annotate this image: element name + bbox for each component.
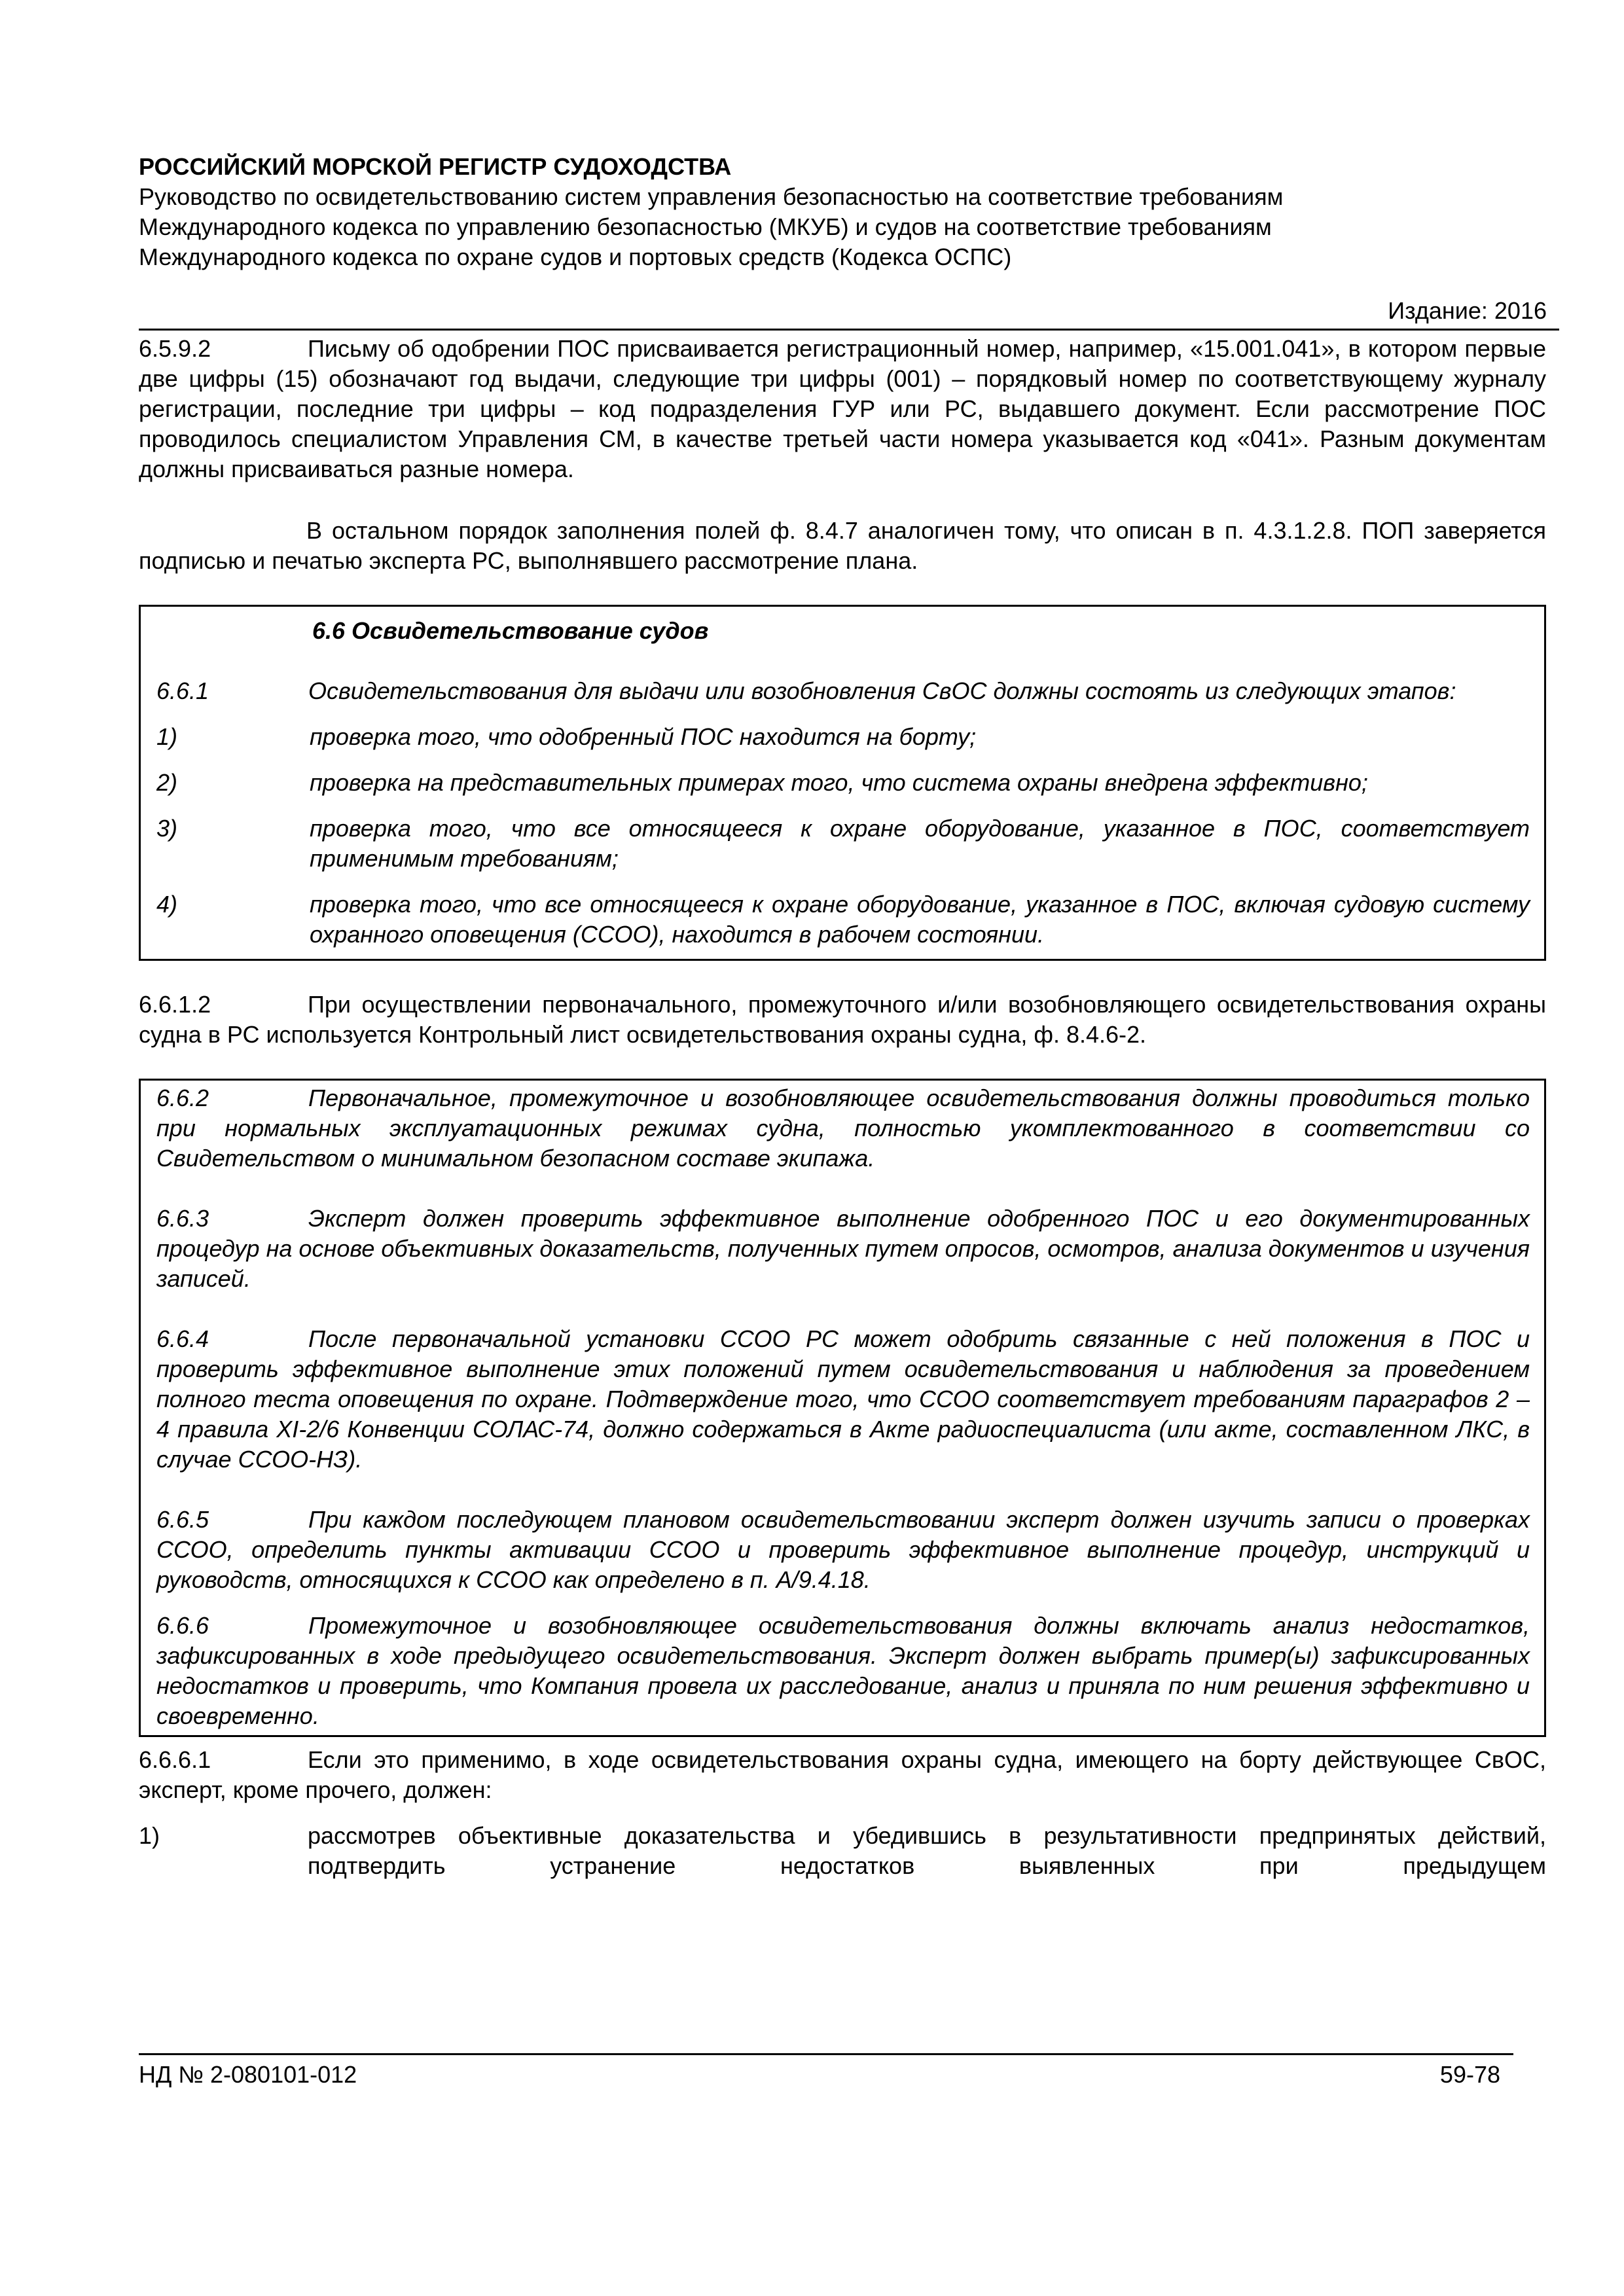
list-item [156,814,1530,874]
paragraph-6-6-1 [156,676,1530,706]
organization-name: РОССИЙСКИЙ МОРСКОЙ РЕГИСТР СУДОХОДСТВА [139,153,732,180]
highlight-box-6-6 [139,605,1546,961]
paragraph-text: Освидетельствования для выдачи или возобновления СвОС должны состоять из следующих этапов: [308,677,1456,704]
paragraph-6-6-1-2 [139,990,1546,1050]
list-item [156,768,1530,798]
paragraph-6-6-4 [156,1324,1530,1475]
paragraph-text: Если это применимо, в ходе освидетельствования охраны судна, имеющего на борту действующее СвОС, эксперт, кроме прочего, должен: [139,1746,1546,1803]
document-subtitle-line: Международного кодекса по управлению безопасностью (МКУБ) и судов на соответствие требованиям [139,213,1272,240]
paragraph-6-6-6 [156,1611,1530,1731]
list-item-number: 3) [156,815,178,842]
paragraph-text: При осуществлении первоначального, промежуточного и/или возобновляющего освидетельствования охраны судна в РС используется Контрольный лист освидетельствования охраны судна, ф. 8.4.6-2. [139,991,1546,1048]
highlight-box-6-6-2 [139,1079,1546,1737]
list-item-text: проверка того, что все относящееся к охране оборудование, указанное в ПОС, включая судовую систему охранного оповещения (ССОО), находится в рабочем состоянии. [310,891,1530,948]
page-number: 59-78 [1439,2061,1500,2088]
paragraph-number: 6.6.6 [156,1612,209,1639]
paragraph-text: При каждом последующем плановом освидетельствовании эксперт должен изучить записи о проверках ССОО, определить пункты активации ССОО и проверить эффективное выполнение процедур, инструкций и руководств, относящихся к ССОО как определено в п. А/9.4.18. [156,1506,1530,1593]
paragraph-number: 6.6.3 [156,1205,209,1232]
document-subtitle-line: Руководство по освидетельствованию систем управления безопасностью на соответствие требованиям [139,183,1284,210]
list-item-number: 4) [156,891,178,918]
header-divider [139,329,1559,331]
paragraph-6-6-6-1 [139,1745,1546,1805]
paragraph-number: 6.6.1 [156,677,209,704]
list-item-number: 1) [156,723,178,750]
paragraph-text: Письму об одобрении ПОС присваивается регистрационный номер, например, «15.001.041», в котором первые две цифры (15) обозначают год выдачи, следующие три цифры (001) – порядковый номер по соответствующему журналу регистрации, последние три цифры – код подразделения ГУР или РС, выдавшего документ. Если рассмотрение ПОС проводилось специалистом Управления СМ, в качестве третьей части номера указывается код «041». Разным документам должны присваиваться разные номера. [139,335,1546,482]
paragraph-6-5-9-2 [139,334,1546,484]
paragraph-6-6-5 [156,1505,1530,1595]
edition-label: Издание: 2016 [1388,297,1547,324]
section-title: 6.6 Освидетельствование судов [312,617,709,644]
paragraph-number: 6.6.2 [156,1085,209,1111]
paragraph-number: 6.5.9.2 [139,335,211,362]
paragraph-number: 6.6.4 [156,1325,209,1352]
list-item-number: 2) [156,769,178,796]
paragraph-text: Эксперт должен проверить эффективное выполнение одобренного ПОС и его документированных процедур на основе объективных доказательств, полученных путем опросов, осмотров, анализа документов и изучения записей. [156,1205,1530,1292]
paragraph-number: 6.6.6.1 [139,1746,211,1773]
paragraph-6-6-3 [156,1204,1530,1294]
document-header [139,152,1559,272]
document-number: НД № 2-080101-012 [139,2061,357,2088]
document-subtitle-line: Международного кодекса по охране судов и портовых средств (Кодекса ОСПС) [139,243,1012,270]
list-item-text: проверка на представительных примерах того, что система охраны внедрена эффективно; [310,769,1368,796]
page-footer [139,2060,1500,2090]
paragraph-rest: В остальном порядок заполнения полей ф. 8.4.7 аналогичен тому, что описан в п. 4.3.1.2.8. ПОП заверяется подписью и печатью эксперта РС, выполнявшего рассмотрение плана. [139,517,1546,574]
paragraph-text: После первоначальной установки ССОО РС может одобрить связанные с ней положения в ПОС и проверить эффективное выполнение этих положений путем освидетельствования и наблюдения за проведением полного теста оповещения по охране. Подтверждение того, что ССОО соответствует требованиям параграфов 2 – 4 правила XI-2/6 Конвенции СОЛАС-74, должно содержаться в Акте радиоспециалиста (или акте, составленном ЛКС, в случае ССОО-НЗ). [156,1325,1530,1473]
document-body [139,334,1546,1881]
list-item [156,722,1530,752]
paragraph-text: Первоначальное, промежуточное и возобновляющее освидетельствования должны проводиться только при нормальных эксплуатационных режимах судна, полностью укомплектованного в соответствии со Свидетельством о минимальном безопасном составе экипажа. [156,1085,1530,1172]
list-item-number: 1) [139,1822,160,1849]
list-item [156,889,1530,950]
paragraph-number: 6.6.1.2 [139,991,211,1018]
list-item-text: проверка того, что все относящееся к охране оборудование, указанное в ПОС, соответствует применимым требованиям; [310,815,1530,872]
paragraph-number: 6.6.5 [156,1506,209,1533]
list-item-text: проверка того, что одобренный ПОС находится на борту; [310,723,977,750]
list-item [139,1821,1546,1881]
paragraph-text: Промежуточное и возобновляющее освидетельствования должны включать анализ недостатков, зафиксированных в ходе предыдущего освидетельствования. Эксперт должен выбрать пример(ы) зафиксированных недостатков и проверить, что Компания провела их расследование, анализ и приняла по ним решения эффективно и своевременно. [156,1612,1530,1729]
footer-divider [139,2053,1513,2055]
list-item-text: рассмотрев объективные доказательства и убедившись в результативности предпринятых действий, подтвердить устранение недостатков выявленных при предыдущем [308,1822,1546,1879]
paragraph-6-6-2 [156,1083,1530,1174]
